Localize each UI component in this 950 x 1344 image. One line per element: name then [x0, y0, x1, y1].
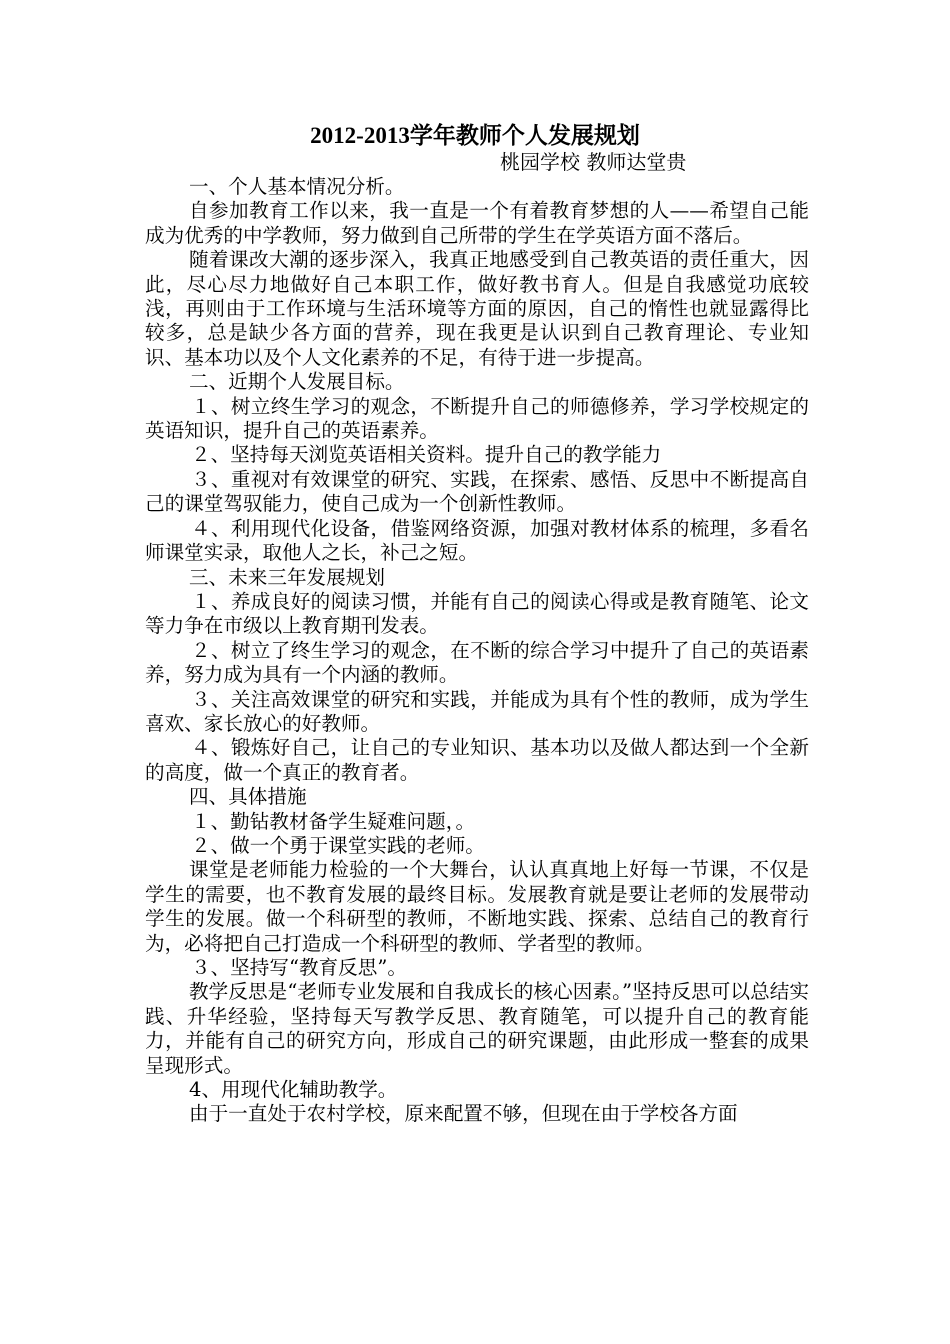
paragraph: ２、做一个勇于课堂实践的老师。: [191, 833, 485, 857]
paragraph: 4、用现代化辅助教学。: [189, 1078, 398, 1102]
paragraph: ４、利用现代化设备，借鉴网络资源，加强对教材体系的梳理，多看名师课堂实录，取他人之长，补己之短。: [145, 516, 809, 565]
paragraph: 一、个人基本情况分析。: [189, 175, 405, 198]
paragraph: 三、未来三年发展规划: [189, 565, 385, 589]
paragraph: 四、具体措施: [189, 785, 307, 809]
paragraph: ３、重视对有效课堂的研究、实践，在探索、感悟、反思中不断提高自己的课堂驾驭能力，使自己成为一个创新性教师。: [145, 467, 809, 516]
paragraph: ３、坚持写“教育反思”。: [191, 956, 407, 979]
paragraph: ４、锻炼好自己，让自己的专业知识、基本功以及做人都达到一个全新的高度，做一个真正的教育者。: [145, 736, 809, 784]
paragraph: １、勤钻教材备学生疑难问题，。: [191, 809, 476, 833]
document-body: [145, 175, 809, 1127]
paragraph: ２、树立了终生学习的观念，在不断的综合学习中提升了自己的英语素养，努力成为具有一个内涵的教师。: [145, 638, 809, 687]
document-author: 桃园学校 教师达堂贵: [500, 150, 687, 174]
paragraph: 二、近期个人发展目标。: [189, 370, 405, 394]
paragraph: ２、坚持每天浏览英语相关资料。提升自己的教学能力: [191, 443, 662, 467]
paragraph: 随着课改大潮的逐步深入，我真正地感受到自己教英语的责任重大，因此，尽心尽力地做好自己本职工作，做好教书育人。但是自我感觉功底较浅，再则由于工作环境与生活环境等方面的原因，自己的惰性也就显露得比较多，总是缺少各方面的营养，现在我更是认识到自己教育理论、专业知识、基本功以及个人文化素养的不足，有待于进一步提高。: [145, 248, 809, 369]
paragraph: １、树立终生学习的观念，不断提升自己的师德修养，学习学校规定的英语知识，提升自己的英语素养。: [145, 394, 809, 443]
paragraph: １、养成良好的阅读习惯，并能有自己的阅读心得或是教育随笔、论文等力争在市级以上教育期刊发表。: [145, 589, 809, 638]
paragraph: ３、关注高效课堂的研究和实践，并能成为具有个性的教师，成为学生喜欢、家长放心的好教师。: [145, 687, 809, 735]
paragraph: 自参加教育工作以来，我一直是一个有着教育梦想的人——希望自己能成为优秀的中学教师，努力做到自己所带的学生在学英语方面不落后。: [145, 199, 809, 247]
paragraph: 由于一直处于农村学校，原来配置不够，但现在由于学校各方面: [189, 1102, 738, 1126]
document-title: 2012-2013学年教师个人发展规划: [310, 123, 640, 148]
paragraph: 教学反思是“老师专业发展和自我成长的核心因素。”坚持反思可以总结实践、升华经验，坚持每天写教学反思、教育随笔，可以提升自己的教育能力，并能有自己的研究方向，形成自己的研究课题，由此形成一整套的成果呈现形式。: [145, 980, 809, 1077]
paragraph: 课堂是老师能力检验的一个大舞台，认认真真地上好每一节课，不仅是学生的需要，也不教育发展的最终目标。发展教育就是要让老师的发展带动学生的发展。做一个科研型的教师，不断地实践、探索、总结自己的教育行为，必将把自己打造成一个科研型的教师、学者型的教师。: [145, 858, 809, 955]
